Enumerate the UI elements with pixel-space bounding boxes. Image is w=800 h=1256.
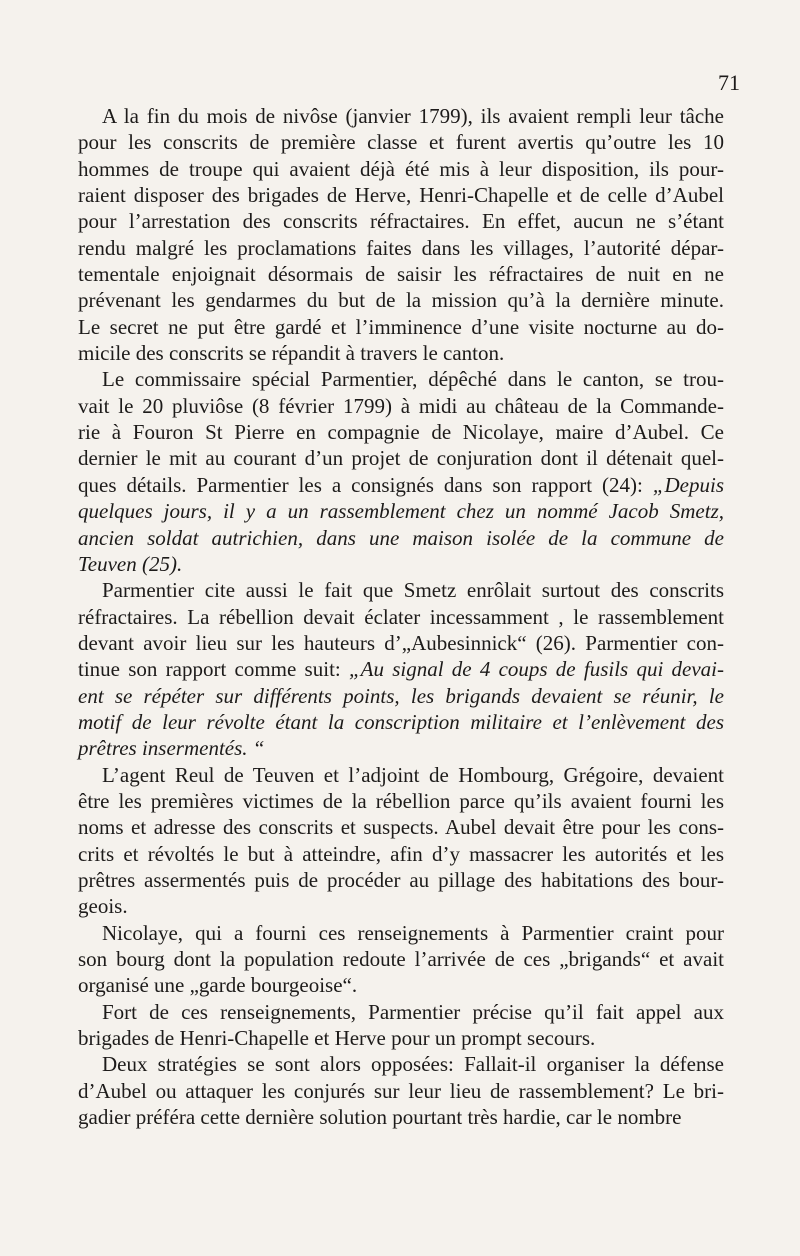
text-line — [78, 525, 724, 551]
text-line — [78, 498, 724, 524]
text-run: pour l’arrestation des conscrits réfractaires. En effet, aucun ne s’étant — [78, 209, 724, 234]
text-run: noms et adresse des conscrits et suspects. Aubel devait être pour les cons- — [78, 815, 724, 840]
paragraph — [78, 577, 724, 761]
text-run: geois. — [78, 894, 128, 919]
text-line — [78, 1104, 724, 1130]
page-number: 71 — [718, 70, 740, 95]
text-line — [78, 1051, 724, 1077]
text-line — [78, 182, 724, 208]
text-run: ques détails. Parmentier les a consignés dans son rapport (24): — [78, 472, 653, 497]
text-line — [78, 261, 724, 287]
text-line — [78, 314, 724, 340]
text-line — [78, 893, 724, 919]
text-run: tementale enjoignait désormais de saisir les réfractaires de nuit en ne — [78, 262, 724, 287]
text-line — [78, 604, 724, 630]
italic-quote-run: „Au signal de 4 coups de fusils qui devai- — [348, 657, 724, 682]
text-line — [78, 577, 724, 603]
text-run: prévenant les gendarmes du but de la mission qu’à la dernière minute. — [78, 288, 724, 313]
text-run: devant avoir lieu sur les hauteurs d’„Aubesinnick“ (26). Parmentier con- — [78, 630, 724, 655]
text-run: organisé une „garde bourgeoise“. — [78, 973, 358, 998]
text-run: Nicolaye, qui a fourni ces renseignements à Parmentier craint pour — [102, 920, 724, 945]
text-line — [78, 551, 724, 577]
text-line — [78, 235, 724, 261]
body-text — [78, 103, 724, 1130]
text-run: Deux stratégies se sont alors opposées: Fallait-il organiser la défense — [102, 1052, 724, 1077]
text-run: tinue son rapport comme suit: — [78, 657, 349, 682]
text-line — [78, 709, 724, 735]
italic-quote-run: motif de leur révolte étant la conscription militaire et l’enlèvement des — [78, 709, 724, 734]
text-line — [78, 103, 724, 129]
text-run: L’agent Reul de Teuven et l’adjoint de Hombourg, Grégoire, devaient — [102, 762, 724, 787]
text-run: Le secret ne put être gardé et l’imminence d’une visite nocturne au do- — [78, 314, 724, 339]
paragraph — [78, 366, 724, 577]
italic-quote-run: prêtres insermentés. “ — [78, 736, 265, 761]
paragraph — [78, 762, 724, 920]
text-line — [78, 656, 724, 682]
paragraph — [78, 999, 724, 1052]
text-run: prêtres assermentés puis de procéder au pillage des habitations des bour- — [78, 867, 724, 892]
text-line — [78, 156, 724, 182]
text-line — [78, 129, 724, 155]
text-run: d’Aubel ou attaquer les conjurés sur leur lieu de rassemblement? Le bri- — [78, 1078, 724, 1103]
italic-quote-run: „Depuis — [652, 472, 724, 497]
text-line — [78, 340, 724, 366]
text-run: rendu malgré les proclamations faites dans les villages, l’autorité dépar- — [78, 235, 724, 260]
text-run: A la fin du mois de nivôse (janvier 1799), ils avaient rempli leur tâche — [102, 104, 724, 128]
text-line — [78, 287, 724, 313]
text-line — [78, 735, 724, 761]
text-run: raient disposer des brigades de Herve, Henri-Chapelle et de celle d’Aubel — [78, 183, 724, 208]
text-run: Parmentier cite aussi le fait que Smetz enrôlait surtout des conscrits — [102, 578, 724, 603]
text-line — [78, 630, 724, 656]
paragraph — [78, 103, 724, 366]
text-run: être les premières victimes de la rébellion parce qu’ils avaient fourni les — [78, 788, 724, 813]
text-line — [78, 1025, 724, 1051]
text-line — [78, 788, 724, 814]
text-line — [78, 946, 724, 972]
text-line — [78, 972, 724, 998]
text-line — [78, 208, 724, 234]
italic-quote-run: ent se répéter sur différents points, les brigands devaient se réunir, le — [78, 683, 724, 708]
paragraph — [78, 1051, 724, 1130]
text-line — [78, 393, 724, 419]
text-line — [78, 999, 724, 1025]
text-run: réfractaires. La rébellion devait éclater incessamment , le rassemblement — [78, 604, 724, 629]
text-line — [78, 419, 724, 445]
text-line — [78, 683, 724, 709]
text-line — [78, 445, 724, 471]
text-line — [78, 814, 724, 840]
italic-quote-run: ancien soldat autrichien, dans une maison isolée de la commune de — [78, 525, 724, 550]
text-run: son bourg dont la population redoute l’arrivée de ces „brigands“ et avait — [78, 947, 724, 971]
text-line — [78, 366, 724, 392]
text-run: Le commissaire spécial Parmentier, dépêché dans le canton, se trou- — [102, 367, 724, 392]
text-line — [78, 1078, 724, 1104]
text-run: micile des conscrits se répandit à travers le canton. — [78, 341, 505, 366]
text-run: dernier le mit au courant d’un projet de conjuration dont il détenait quel- — [78, 446, 724, 471]
text-run: brigades de Henri-Chapelle et Herve pour un prompt secours. — [78, 1026, 596, 1051]
italic-quote-run: quelques jours, il y a un rassemblement chez un nommé Jacob Smetz, — [78, 499, 724, 524]
text-run: vait le 20 pluviôse (8 février 1799) à midi au château de la Commande- — [78, 393, 724, 418]
text-line — [78, 762, 724, 788]
paragraph — [78, 920, 724, 999]
text-run: gadier préféra cette dernière solution pourtant très hardie, car le nombre — [78, 1105, 682, 1130]
text-run: rie à Fouron St Pierre en compagnie de Nicolaye, maire d’Aubel. Ce — [78, 420, 724, 445]
text-line — [78, 920, 724, 946]
italic-quote-run: Teuven (25). — [78, 551, 183, 576]
text-run: pour les conscrits de première classe et furent avertis qu’outre les 10 — [78, 130, 724, 155]
text-run: hommes de troupe qui avaient déjà été mis à leur disposition, ils pour- — [78, 156, 724, 181]
text-run: crits et révoltés le but à atteindre, afin d’y massacrer les autorités et les — [78, 841, 724, 866]
text-line — [78, 472, 724, 498]
text-run: Fort de ces renseignements, Parmentier précise qu’il fait appel aux — [102, 999, 724, 1024]
text-line — [78, 867, 724, 893]
text-line — [78, 841, 724, 867]
